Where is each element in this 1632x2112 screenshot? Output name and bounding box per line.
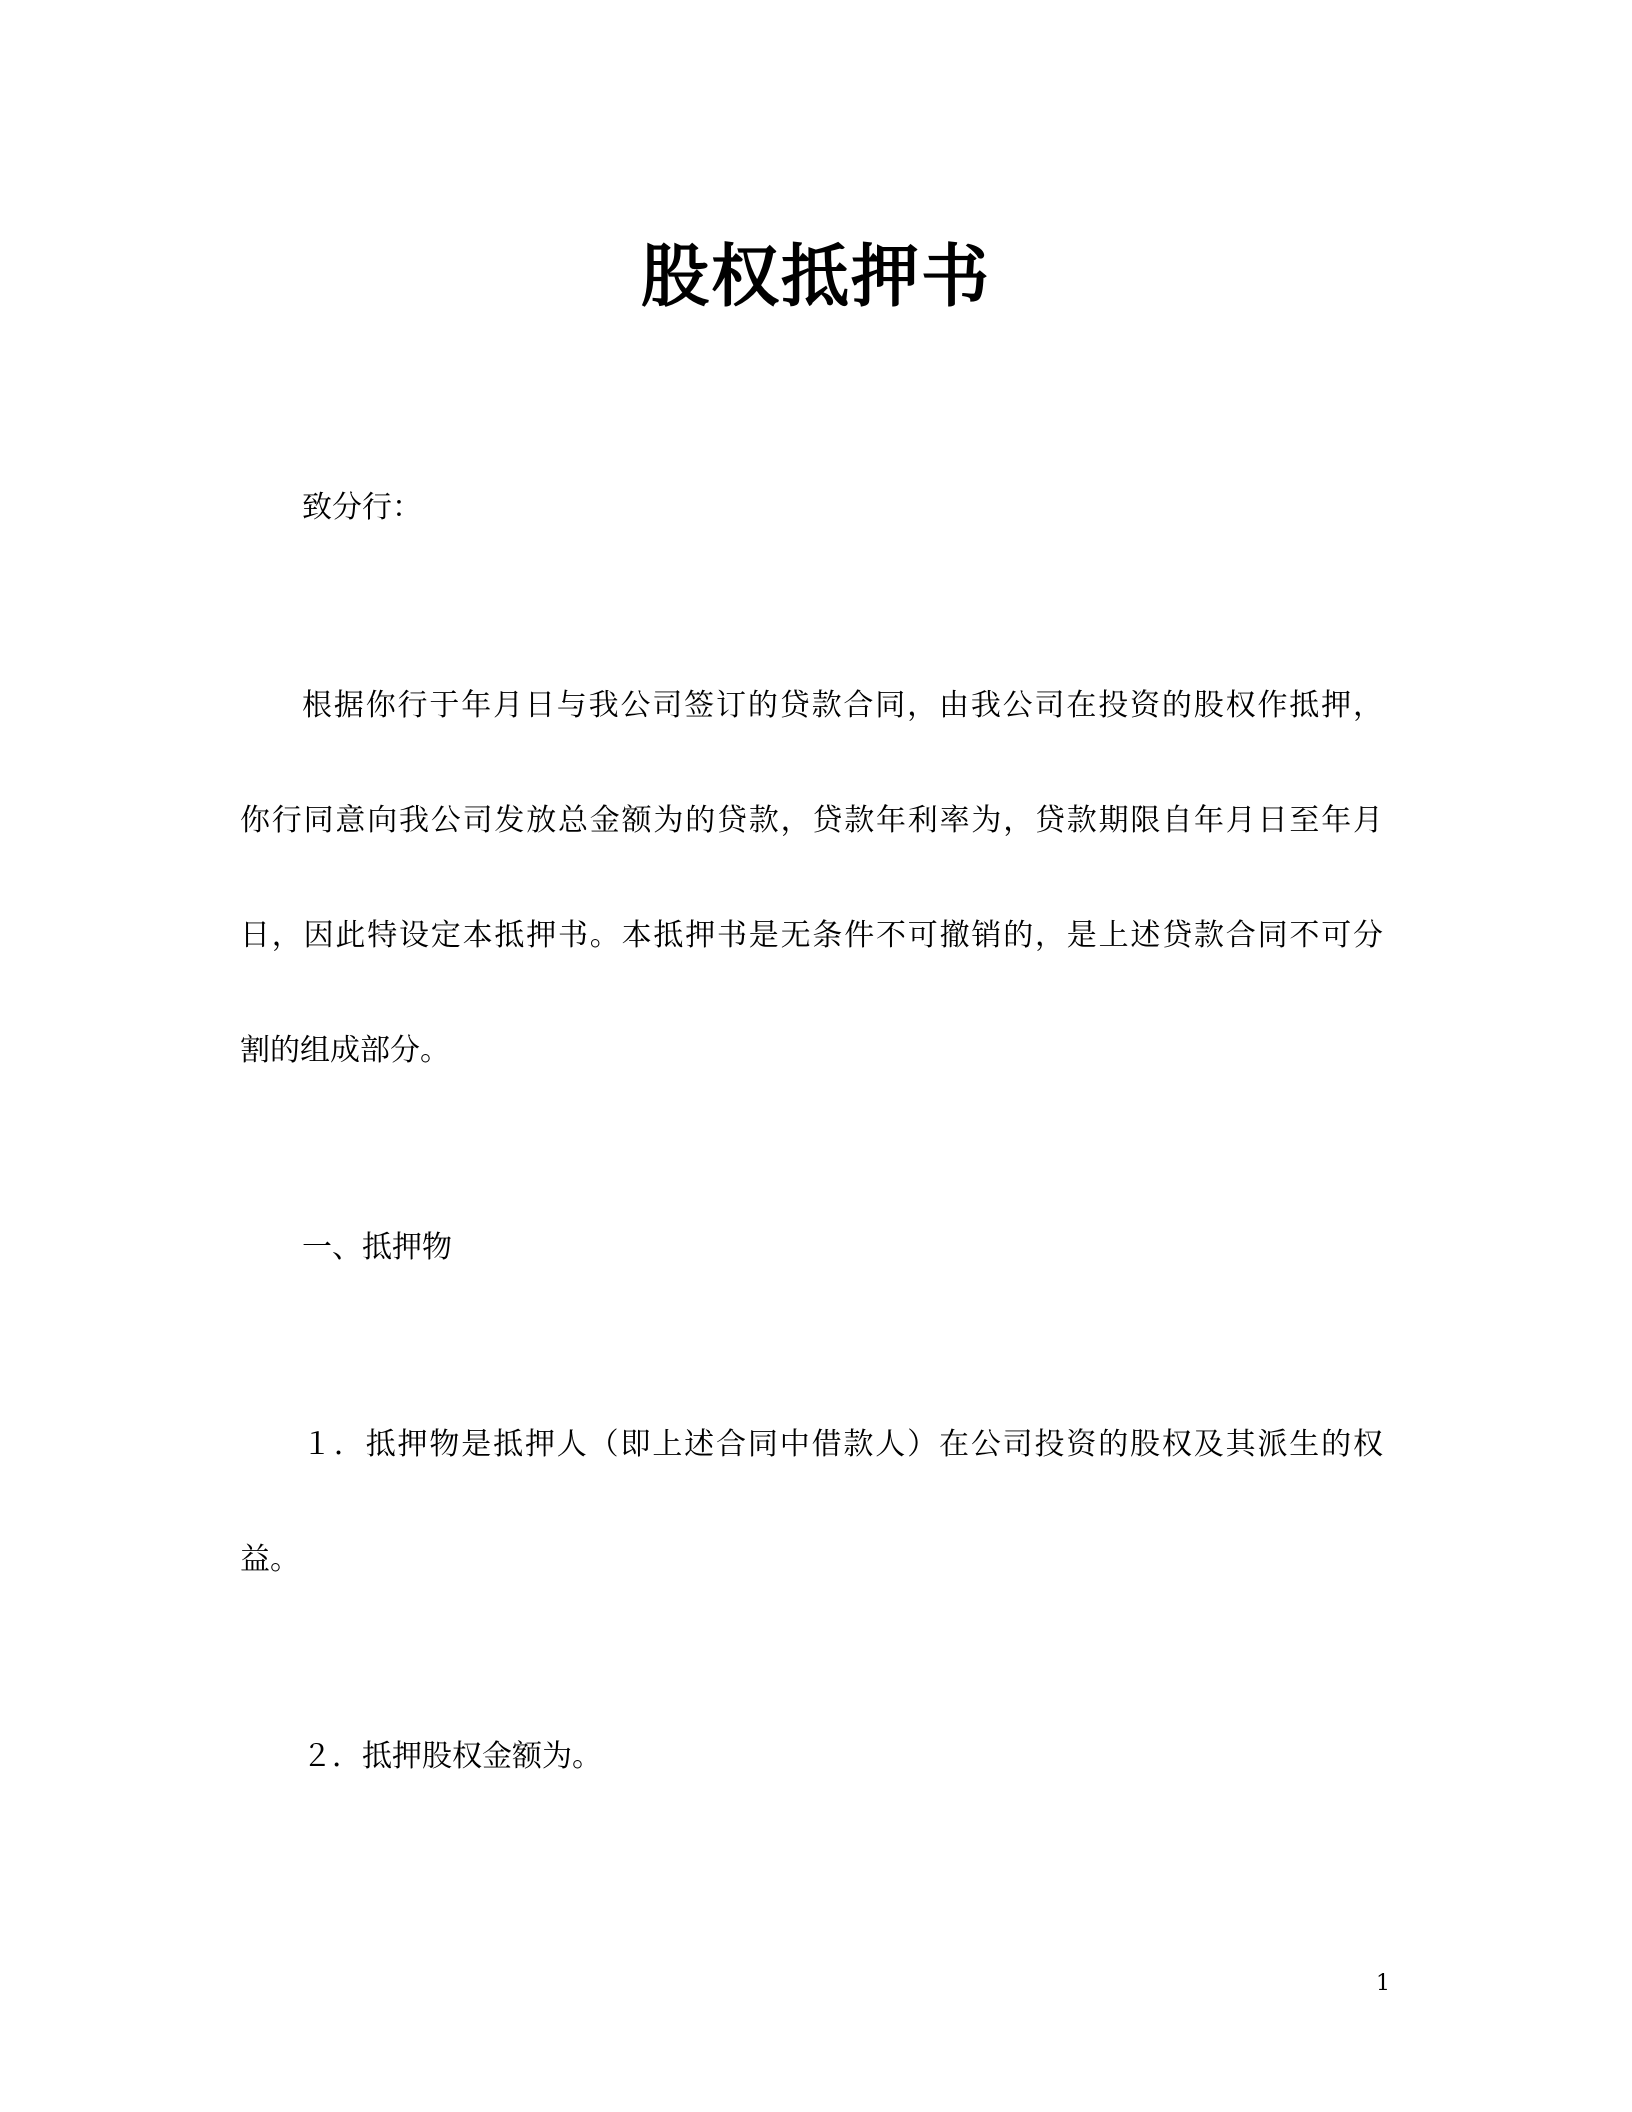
item-1-line: 益。 bbox=[240, 1542, 300, 1577]
page-number: 1 bbox=[1376, 1971, 1390, 1996]
intro-paragraph-line: 日，因此特设定本抵押书。本抵押书是无条件不可撤销的，是上述贷款合同不可分 bbox=[240, 918, 1383, 953]
salutation: 致分行： bbox=[302, 490, 422, 525]
section-heading: 一、抵押物 bbox=[302, 1230, 452, 1265]
intro-paragraph-line: 割的组成部分。 bbox=[240, 1033, 450, 1068]
intro-paragraph-line: 根据你行于年月日与我公司签订的贷款合同，由我公司在投资的股权作抵押， bbox=[302, 688, 1383, 723]
item-1-line: １．抵押物是抵押人（即上述合同中借款人）在公司投资的股权及其派生的权 bbox=[302, 1427, 1383, 1462]
item-2: ２．抵押股权金额为。 bbox=[302, 1739, 602, 1774]
intro-paragraph-line: 你行同意向我公司发放总金额为的贷款，贷款年利率为，贷款期限自年月日至年月 bbox=[240, 803, 1383, 838]
document-title: 股权抵押书 bbox=[640, 238, 991, 317]
